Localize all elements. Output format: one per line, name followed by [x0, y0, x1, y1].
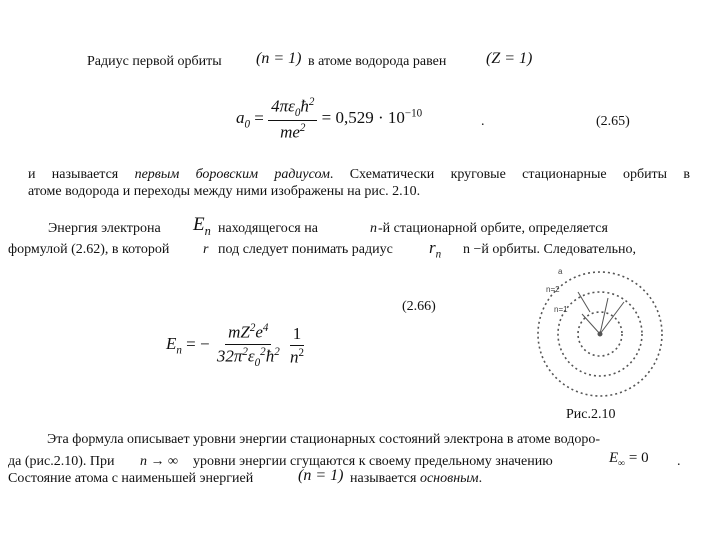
para3-text-called: называется основным. [350, 471, 483, 486]
eq-fraction: $\frac{4\pi\varepsilon_0ħ^2}{me^2}$ [268, 96, 317, 143]
para2-text-radius: под следует понимать радиус [218, 242, 393, 257]
eq266-lhs: $E_n$ [166, 334, 182, 357]
figure-orbits [520, 262, 670, 402]
transition-arrow-1 [582, 314, 600, 334]
figure-caption: Рис.2.10 [566, 407, 616, 422]
para3-text-levels: уровни энергии сгущаются к своему предельному значению [193, 454, 553, 469]
math-n: n [370, 221, 377, 236]
term-bohr-radius: первым боровским радиусом [134, 167, 330, 182]
para2-text-located: находящегося на [218, 221, 318, 236]
intro-text-radius: Радиус первой орбиты [87, 54, 222, 69]
para2-text-consequently: n −й орбиты. Следовательно, [463, 242, 636, 257]
fig-label-n2: n=2 [546, 285, 560, 294]
math-n-to-infinity: n → ∞ [140, 454, 178, 469]
equation-2-66: $E_n$ = − $\frac{mZ^2e^4}{32\pi^2\varepsilon_0^2ħ^2}$ $\frac{1}{n^2}$ [166, 322, 307, 369]
term-ground-state: основным [419, 471, 479, 486]
eq-label-2-66: (2.66) [402, 299, 436, 314]
eq-period: . [481, 114, 485, 129]
para1-line1: и называется первым боровским радиусом. Схематически круговые стационарные орбиты в [28, 167, 691, 182]
eq266-fraction-main: $\frac{mZ^2e^4}{32\pi^2\varepsilon_0^2ħ^2}$ [216, 322, 280, 369]
para1-line2: атоме водорода и переходы между ними изображены на рис. 2.10. [28, 184, 421, 199]
math-n-equals-1-ground: (n = 1) [298, 467, 344, 484]
para2-text-energy: Энергия электрона [48, 221, 161, 236]
para3-period: . [677, 454, 681, 469]
equation-2-65: $a_0$ = $\frac{4\pi\varepsilon_0ħ^2}{me^2}$ = $0,529 \cdot 10^{-10}$ [236, 96, 423, 142]
eq-value: = $0,529 \cdot 10^{-10}$ [321, 107, 423, 128]
fig-label-n1: n=1 [554, 305, 568, 314]
eq266-fraction-n: $\frac{1}{n^2}$ [289, 323, 304, 367]
math-rn: $r_n$ [429, 238, 442, 261]
eq-lhs: $a_0$ [236, 108, 251, 131]
math-z-equals-1: (Z = 1) [486, 50, 533, 67]
math-r: r [203, 242, 209, 257]
nucleus [598, 332, 602, 336]
math-n-equals-1: (n = 1) [256, 50, 302, 67]
para3-text-state: Состояние атома с наименьшей энергией [8, 471, 254, 486]
para2-text-orbit: -й стационарной орбите, определяется [378, 221, 608, 236]
math-E-infinity: $E_\infty = 0$ [609, 450, 649, 469]
intro-text-hydrogen: в атоме водорода равен [308, 54, 447, 69]
eq-label-2-65: (2.65) [596, 114, 630, 129]
para2-text-formula: формулой (2.62), в которой [8, 242, 170, 257]
math-En: $E_n$ [193, 214, 211, 238]
para3-line1: Эта формула описывает уровни энергии стационарных состояний электрона в атоме водоро- [47, 432, 600, 447]
fig-label-a: a [558, 267, 563, 276]
para3-text-fig: да (рис.2.10). При [8, 454, 115, 469]
